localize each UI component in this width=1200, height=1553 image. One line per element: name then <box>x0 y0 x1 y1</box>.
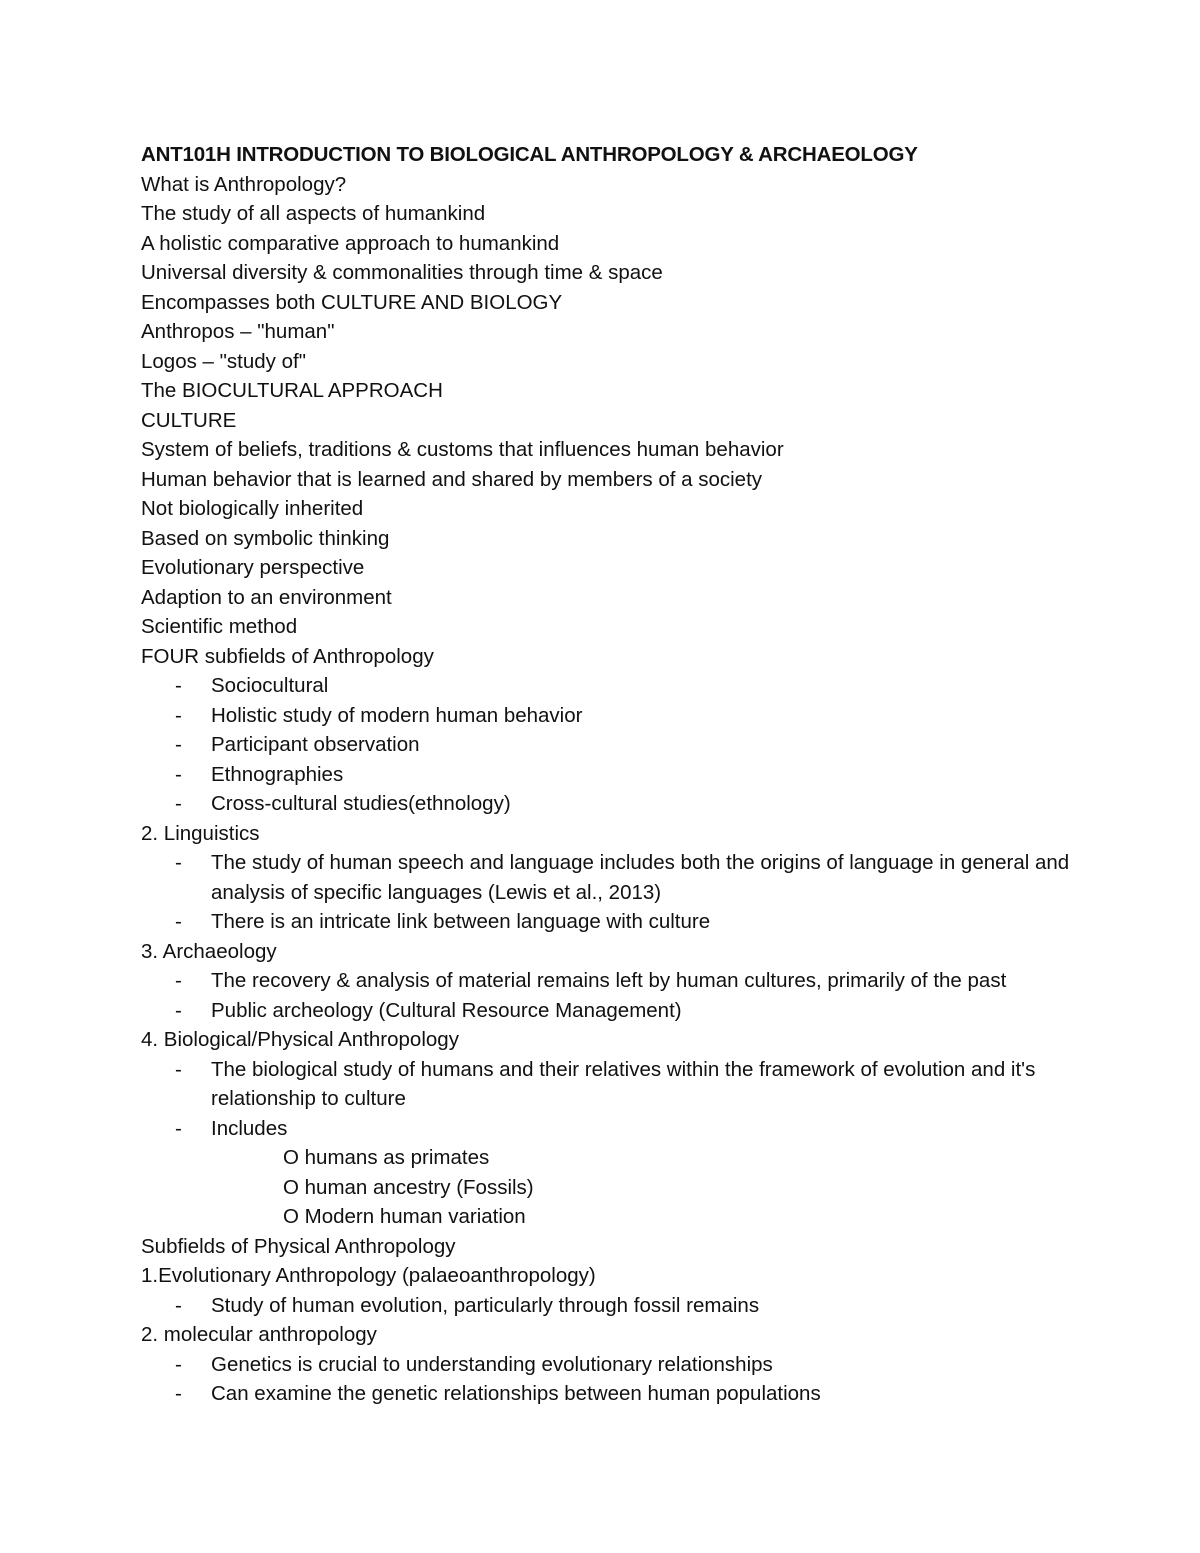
bullet-dash: - <box>175 969 182 992</box>
list-item <box>141 671 1081 701</box>
section-heading-biological: 4. Biological/Physical Anthropology <box>141 1028 459 1051</box>
sub-list-item: O humans as primates <box>283 1146 490 1169</box>
bullet-dash: - <box>175 1116 182 1140</box>
list-item-text: Genetics is crucial to understanding evolutionary relationships <box>211 1352 773 1376</box>
text-line: Scientific method <box>141 615 298 638</box>
bullet-dash: - <box>175 1382 182 1405</box>
list-item-text: Public archeology (Cultural Resource Management) <box>211 998 682 1022</box>
bullet-dash: - <box>175 674 182 697</box>
text-line: Universal diversity & commonalities through time & space <box>141 261 663 284</box>
list-item <box>141 996 1081 1026</box>
list-item-text: The biological study of humans and their relatives within the framework of evolution and it's relationship to culture <box>211 1057 1036 1110</box>
list-item-text: Sociocultural <box>211 674 329 697</box>
list-item <box>141 701 1081 731</box>
text-line: CULTURE <box>141 408 237 432</box>
document-page <box>141 140 1081 1409</box>
bullet-dash: - <box>175 910 182 933</box>
list-item <box>141 1379 1081 1409</box>
list-item <box>141 966 1081 996</box>
bullet-dash: - <box>175 703 182 727</box>
section-heading-archaeology: 3. Archaeology <box>141 939 277 963</box>
list-item <box>141 848 1081 907</box>
text-line: Based on symbolic thinking <box>141 526 390 550</box>
text-line: The BIOCULTURAL APPROACH <box>141 379 443 402</box>
list-item-text: The study of human speech and language includes both the origins of language in general and analysis of specific languages (Lewis et al., 2013) <box>211 851 1070 904</box>
section-heading-molecular: 2. molecular anthropology <box>141 1323 377 1346</box>
section-heading-physical-subfields: Subfields of Physical Anthropology <box>141 1234 456 1258</box>
list-item-text: Can examine the genetic relationships between human populations <box>211 1382 821 1405</box>
text-line: Evolutionary perspective <box>141 556 365 579</box>
section-heading-linguistics: 2. Linguistics <box>141 821 260 845</box>
sub-list-item: O human ancestry (Fossils) <box>283 1175 534 1199</box>
text-line: Anthropos – "human" <box>141 320 335 343</box>
text-line: What is Anthropology? <box>141 172 347 196</box>
list-item <box>141 789 1081 819</box>
list-item <box>141 730 1081 760</box>
list-item <box>141 907 1081 937</box>
list-item <box>141 1350 1081 1380</box>
bullet-dash: - <box>175 1293 182 1317</box>
bullet-dash: - <box>175 851 182 874</box>
text-line: Human behavior that is learned and shared by members of a society <box>141 467 763 491</box>
list-item-text: Ethnographies <box>211 762 344 786</box>
bullet-dash: - <box>175 1352 182 1376</box>
sub-list-item: O Modern human variation <box>283 1205 526 1228</box>
section-heading-evolutionary: 1.Evolutionary Anthropology (palaeoanthropology) <box>141 1264 596 1287</box>
list-item-text: Study of human evolution, particularly through fossil remains <box>211 1293 760 1317</box>
text-line: System of beliefs, traditions & customs that influences human behavior <box>141 438 784 461</box>
list-item-text: The recovery & analysis of material remains left by human cultures, primarily of the past <box>211 969 1007 992</box>
list-item <box>141 1291 1081 1321</box>
list-item <box>141 760 1081 790</box>
bullet-dash: - <box>175 998 182 1022</box>
text-line: Adaption to an environment <box>141 585 392 609</box>
list-item-text: Holistic study of modern human behavior <box>211 703 583 727</box>
list-item <box>141 1114 1081 1144</box>
list-item-text: Includes <box>211 1116 288 1140</box>
list-item-text: There is an intricate link between language with culture <box>211 910 711 933</box>
bullet-dash: - <box>175 733 182 756</box>
text-line: FOUR subfields of Anthropology <box>141 644 434 668</box>
text-line: Logos – "study of" <box>141 349 306 373</box>
text-line: A holistic comparative approach to humankind <box>141 231 560 255</box>
list-item-text: Participant observation <box>211 733 420 756</box>
bullet-dash: - <box>175 1057 182 1081</box>
text-line: The study of all aspects of humankind <box>141 202 486 225</box>
document-title: ANT101H INTRODUCTION TO BIOLOGICAL ANTHROPOLOGY & ARCHAEOLOGY <box>141 143 918 166</box>
bullet-dash: - <box>175 792 182 815</box>
text-line: Encompasses both CULTURE AND BIOLOGY <box>141 290 563 314</box>
text-line: Not biologically inherited <box>141 497 364 520</box>
list-item <box>141 1055 1081 1114</box>
list-item-text: Cross-cultural studies(ethnology) <box>211 792 511 815</box>
bullet-dash: - <box>175 762 182 786</box>
